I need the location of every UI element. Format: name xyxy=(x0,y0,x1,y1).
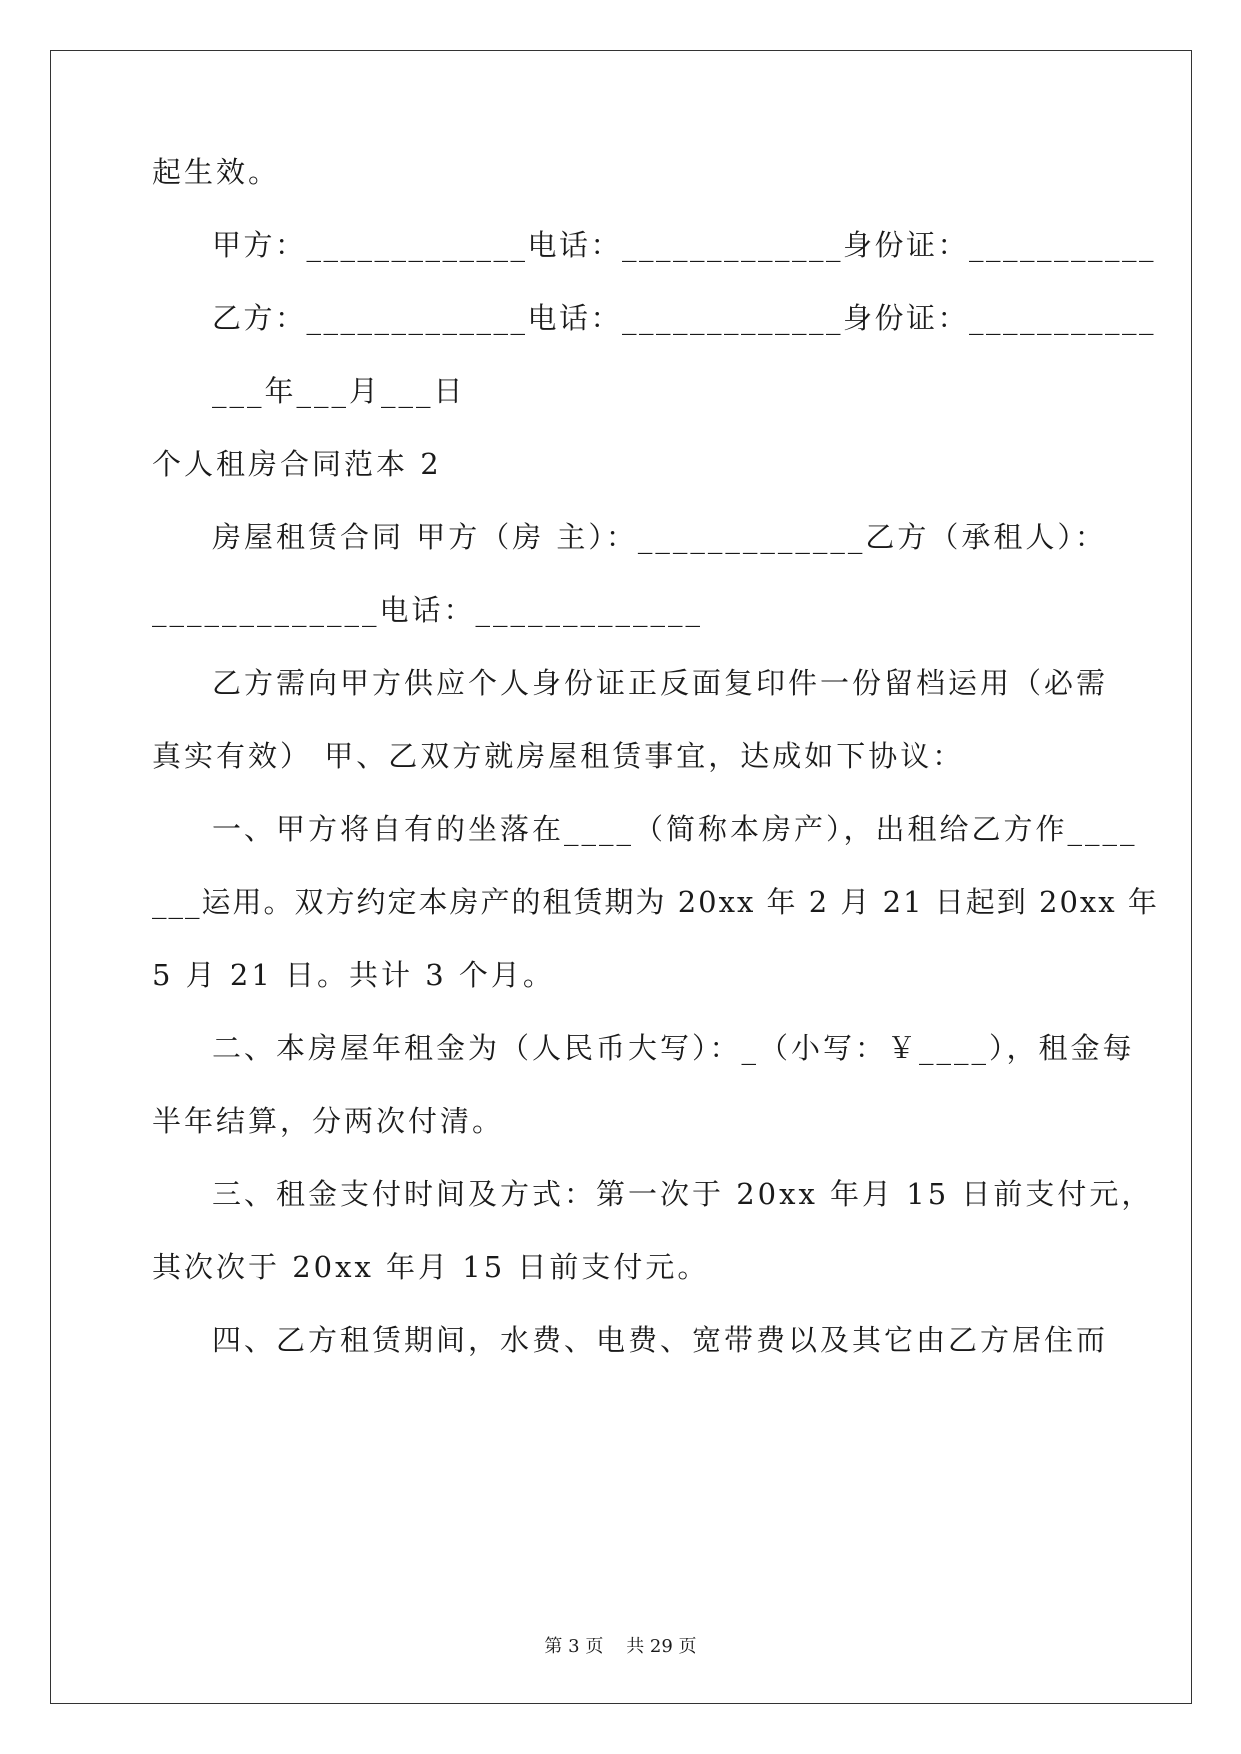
page-number: 第 3 页 共 29 页 xyxy=(544,1636,697,1657)
party-b-line: 乙方：_____________电话：_____________身份证：___________ xyxy=(212,301,1157,335)
party-a-line: 甲方：_____________电话：_____________身份证：___________ xyxy=(212,228,1157,262)
clause-4-line: 四、乙方租赁期间，水费、电费、宽带费以及其它由乙方居住而 xyxy=(212,1323,1109,1357)
text-line: 其次次于 20xx 年月 15 日前支付元。 xyxy=(152,1250,710,1284)
section-heading: 个人租房合同范本 2 xyxy=(152,447,442,481)
clause-3-line: 三、租金支付时间及方式：第一次于 20xx 年月 15 日前支付元， xyxy=(212,1177,1154,1211)
text-line: 真实有效） 甲、乙双方就房屋租赁事宜，达成如下协议： xyxy=(152,739,965,773)
text-line: 起生效。 xyxy=(152,155,281,189)
date-line: ___年___月___日 xyxy=(212,374,466,408)
text-line: 房屋租赁合同 甲方（房 主）：_____________乙方（承租人）： xyxy=(212,520,1107,554)
text-line: 5 月 21 日。共计 3 个月。 xyxy=(152,958,555,992)
page-border xyxy=(50,50,1192,1704)
text-line: _____________电话：_____________ xyxy=(152,593,704,627)
text-line: 乙方需向甲方供应个人身份证正反面复印件一份留档运用（必需 xyxy=(212,666,1109,700)
text-line: 半年结算，分两次付清。 xyxy=(152,1104,505,1138)
clause-2-line: 二、本房屋年租金为（人民币大写）：_（小写：￥____），租金每 xyxy=(212,1031,1135,1065)
clause-1-line: 一、甲方将自有的坐落在____（简称本房产），出租给乙方作____ xyxy=(212,812,1138,846)
text-line: ___运用。双方约定本房产的租赁期为 20xx 年 2 月 21 日起到 20xx 年 xyxy=(152,885,1159,919)
